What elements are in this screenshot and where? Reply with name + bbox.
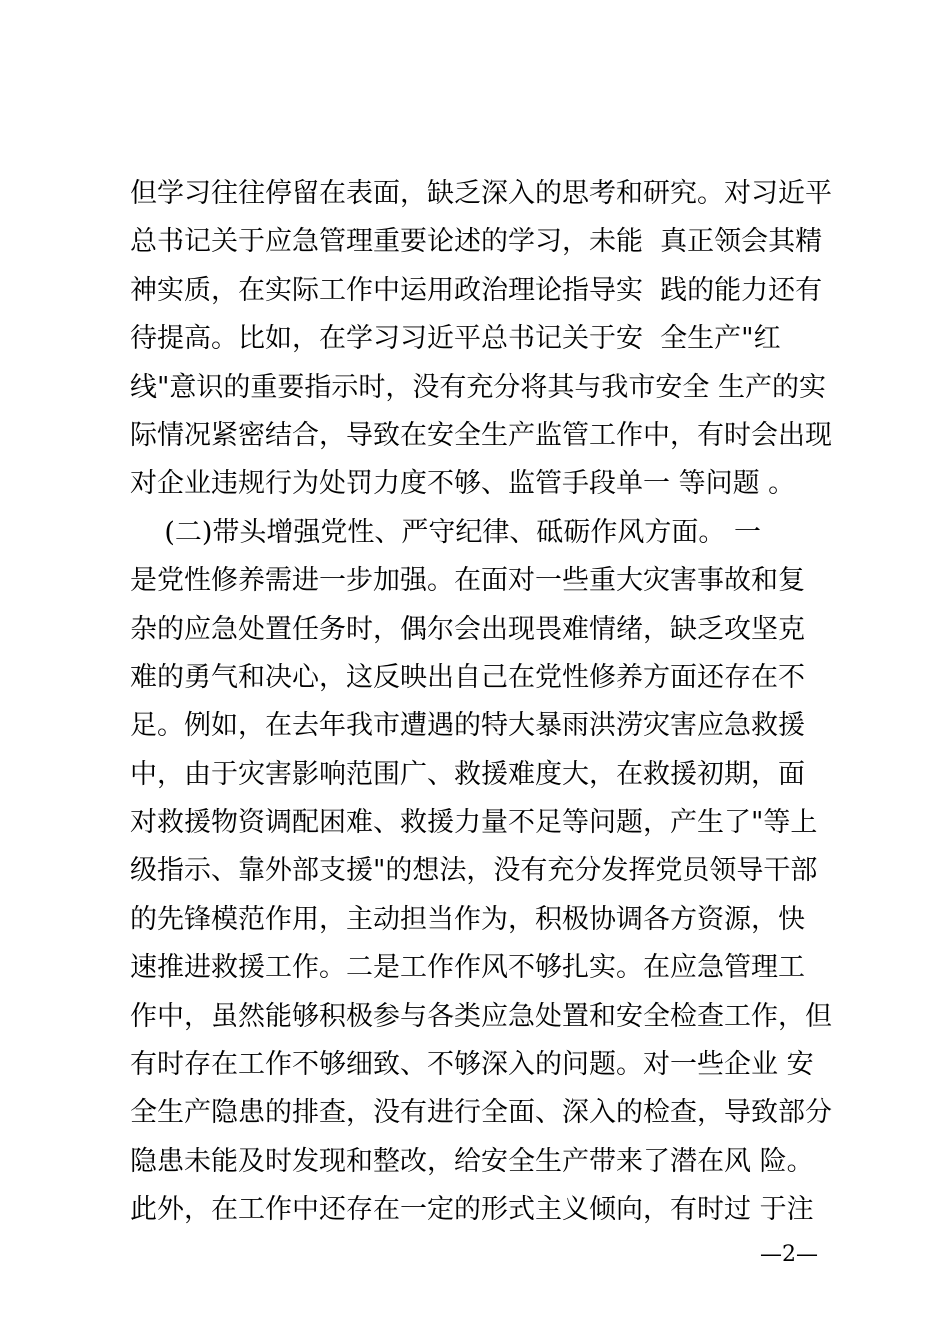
body-text bbox=[130, 170, 835, 1235]
text-line: 对救援物资调配困难、救援力量不足等问题，产生了"等上 bbox=[130, 807, 818, 839]
text-line: 全生产隐患的排查，没有进行全面、深入的检查，导致部分 bbox=[130, 1097, 832, 1129]
text-line: 级指示、靠外部支援"的想法，没有充分发挥党员领导干部 bbox=[130, 855, 818, 887]
text-line: 速推进救援工作。二是工作作风不够扎实。在应急管理工 bbox=[130, 952, 805, 984]
text-line: 杂的应急处置任务时，偶尔会出现畏难情绪，缺乏攻坚克 bbox=[130, 613, 805, 645]
text-line: 对企业违规行为处罚力度不够、监管手段单一 等问题 。 bbox=[130, 468, 796, 500]
text-line: 待提高。比如，在学习习近平总书记关于安 全生产"红 bbox=[130, 323, 781, 355]
text-line: 隐患未能及时发现和整改，给安全生产带来了潜在风 险。 bbox=[130, 1145, 814, 1177]
text-line: 难的勇气和决心，这反映出自己在党性修养方面还存在不 bbox=[130, 661, 805, 693]
page-number: —2— bbox=[760, 1242, 818, 1267]
text-line: 作中，虽然能够积极参与各类应急处置和安全检查工作，但 bbox=[130, 1000, 832, 1032]
text-line: 总书记关于应急管理重要论述的学习，未能 真正领会其精 bbox=[130, 226, 823, 258]
text-line: 的先锋模范作用，主动担当作为，积极协调各方资源，快 bbox=[130, 903, 805, 935]
text-line: 线"意识的重要指示时，没有充分将其与我市安全 生产的实 bbox=[130, 371, 827, 403]
text-line: 但学习往往停留在表面，缺乏深入的思考和研究。对习近平 bbox=[130, 178, 832, 209]
section-heading-line: (二)带头增强党性、严守纪律、砥砺作风方面。 一 bbox=[130, 516, 761, 548]
text-line: 足。例如，在去年我市遭遇的特大暴雨洪涝灾害应急救援 bbox=[130, 710, 805, 742]
text-line: 神实质，在实际工作中运用政治理论指导实 践的能力还有 bbox=[130, 274, 823, 306]
text-line: 中，由于灾害影响范围广、救援难度大，在救援初期，面 bbox=[130, 758, 805, 790]
text-line: 有时存在工作不够细致、不够深入的问题。对一些企业 安 bbox=[130, 1049, 814, 1081]
text-line: 此外，在工作中还存在一定的形式主义倾向，有时过 于注 bbox=[130, 1194, 814, 1226]
text-line: 际情况紧密结合，导致在安全生产监管工作中，有时会出现 bbox=[130, 419, 832, 451]
text-line: 是党性修养需进一步加强。在面对一些重大灾害事故和复 bbox=[130, 565, 805, 597]
